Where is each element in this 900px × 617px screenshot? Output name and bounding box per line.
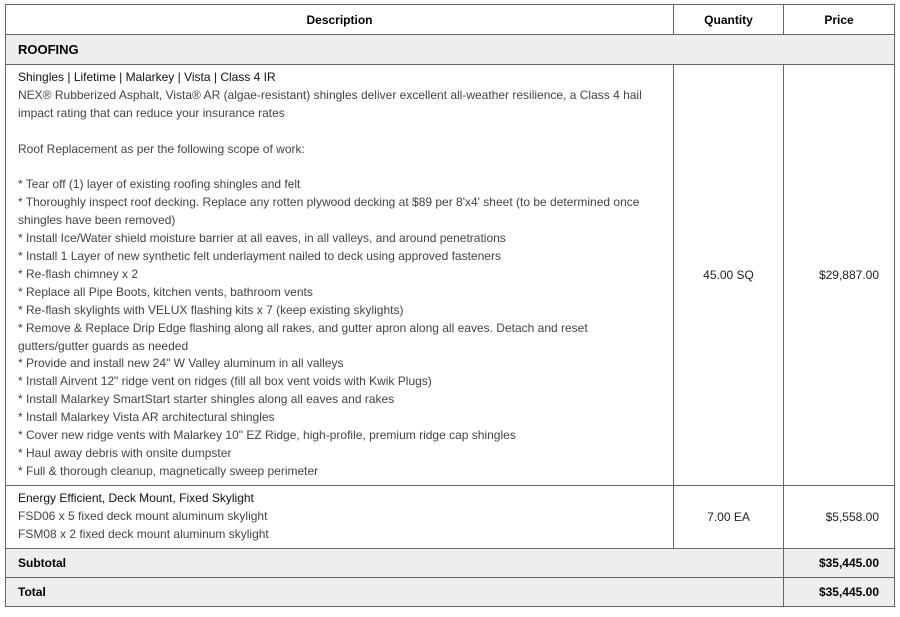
section-title: ROOFING — [6, 35, 895, 65]
scope-item: * Install 1 Layer of new synthetic felt underlayment nailed to deck using approved fasteners — [18, 249, 501, 264]
header-price: Price — [784, 5, 895, 35]
scope-item: * Haul away debris with onsite dumpster — [18, 446, 232, 460]
scope-item: * Tear off (1) layer of existing roofing shingles and felt — [18, 177, 301, 192]
item-intro: NEX® Rubberized Asphalt, Vista® AR (algae-resistant) shingles deliver excellent all-weather resilience, a Class 4 hail impact rating that can reduce your insurance rates — [18, 87, 642, 120]
scope-heading: Roof Replacement as per the following scope of work: — [18, 141, 305, 156]
item-title: Shingles | Lifetime | Malarkey | Vista | Class 4 IR — [18, 70, 276, 84]
scope-item: * Replace all Pipe Boots, kitchen vents, bathroom vents — [18, 284, 313, 299]
scope-item: * Thoroughly inspect roof decking. Replace any rotten plywood decking at $89 per 8'x4' sheet (to be determined once shingles have been removed) — [18, 195, 640, 228]
subtotal-amount: $35,445.00 — [784, 548, 895, 577]
scope-item: * Re-flash chimney x 2 — [18, 266, 139, 281]
scope-item: * Cover new ridge vents with Malarkey 10" EZ Ridge, high-profile, premium ridge cap shingles — [18, 428, 516, 443]
section-row — [6, 35, 895, 65]
scope-item: * Re-flash skylights with VELUX flashing kits x 7 (keep existing skylights) — [18, 302, 404, 317]
header-description: Description — [6, 5, 674, 35]
header-quantity: Quantity — [674, 5, 784, 35]
estimate-table — [5, 4, 895, 607]
total-row — [6, 577, 895, 606]
spacer — [18, 123, 661, 141]
scope-item: * Install Airvent 12" ridge vent on ridges (fill all box vent voids with Kwik Plugs) — [18, 374, 432, 389]
scope-item: * Install Malarkey SmartStart starter shingles along all eaves and rakes — [18, 392, 395, 407]
estimate-table-container — [5, 4, 894, 607]
item-quantity: 7.00 EA — [674, 485, 784, 548]
spacer — [18, 159, 661, 177]
item-detail: FSM08 x 2 fixed deck mount aluminum skylight — [18, 526, 269, 541]
header-row — [6, 5, 895, 35]
scope-item: * Remove & Replace Drip Edge flashing along all rakes, and gutter apron along all eaves. Detach and reset gutters/gutter guards as needed — [18, 320, 588, 353]
item-description-cell — [6, 65, 674, 486]
line-item-shingles — [6, 65, 895, 486]
total-amount: $35,445.00 — [784, 577, 895, 606]
item-description-cell — [6, 485, 674, 548]
subtotal-label: Subtotal — [6, 548, 784, 577]
line-item-skylight — [6, 485, 895, 548]
scope-item: * Install Ice/Water shield moisture barrier at all eaves, in all valleys, and around penetrations — [18, 231, 506, 246]
item-price: $29,887.00 — [784, 65, 895, 486]
total-label: Total — [6, 577, 784, 606]
item-title: Energy Efficient, Deck Mount, Fixed Skylight — [18, 490, 254, 505]
item-detail: FSD06 x 5 fixed deck mount aluminum skylight — [18, 508, 268, 523]
item-quantity: 45.00 SQ — [674, 65, 784, 486]
scope-item: * Install Malarkey Vista AR architectural shingles — [18, 410, 275, 425]
scope-item: * Provide and install new 24" W Valley aluminum in all valleys — [18, 356, 344, 371]
scope-item: * Full & thorough cleanup, magnetically sweep perimeter — [18, 463, 319, 478]
item-price: $5,558.00 — [784, 485, 895, 548]
subtotal-row — [6, 548, 895, 577]
